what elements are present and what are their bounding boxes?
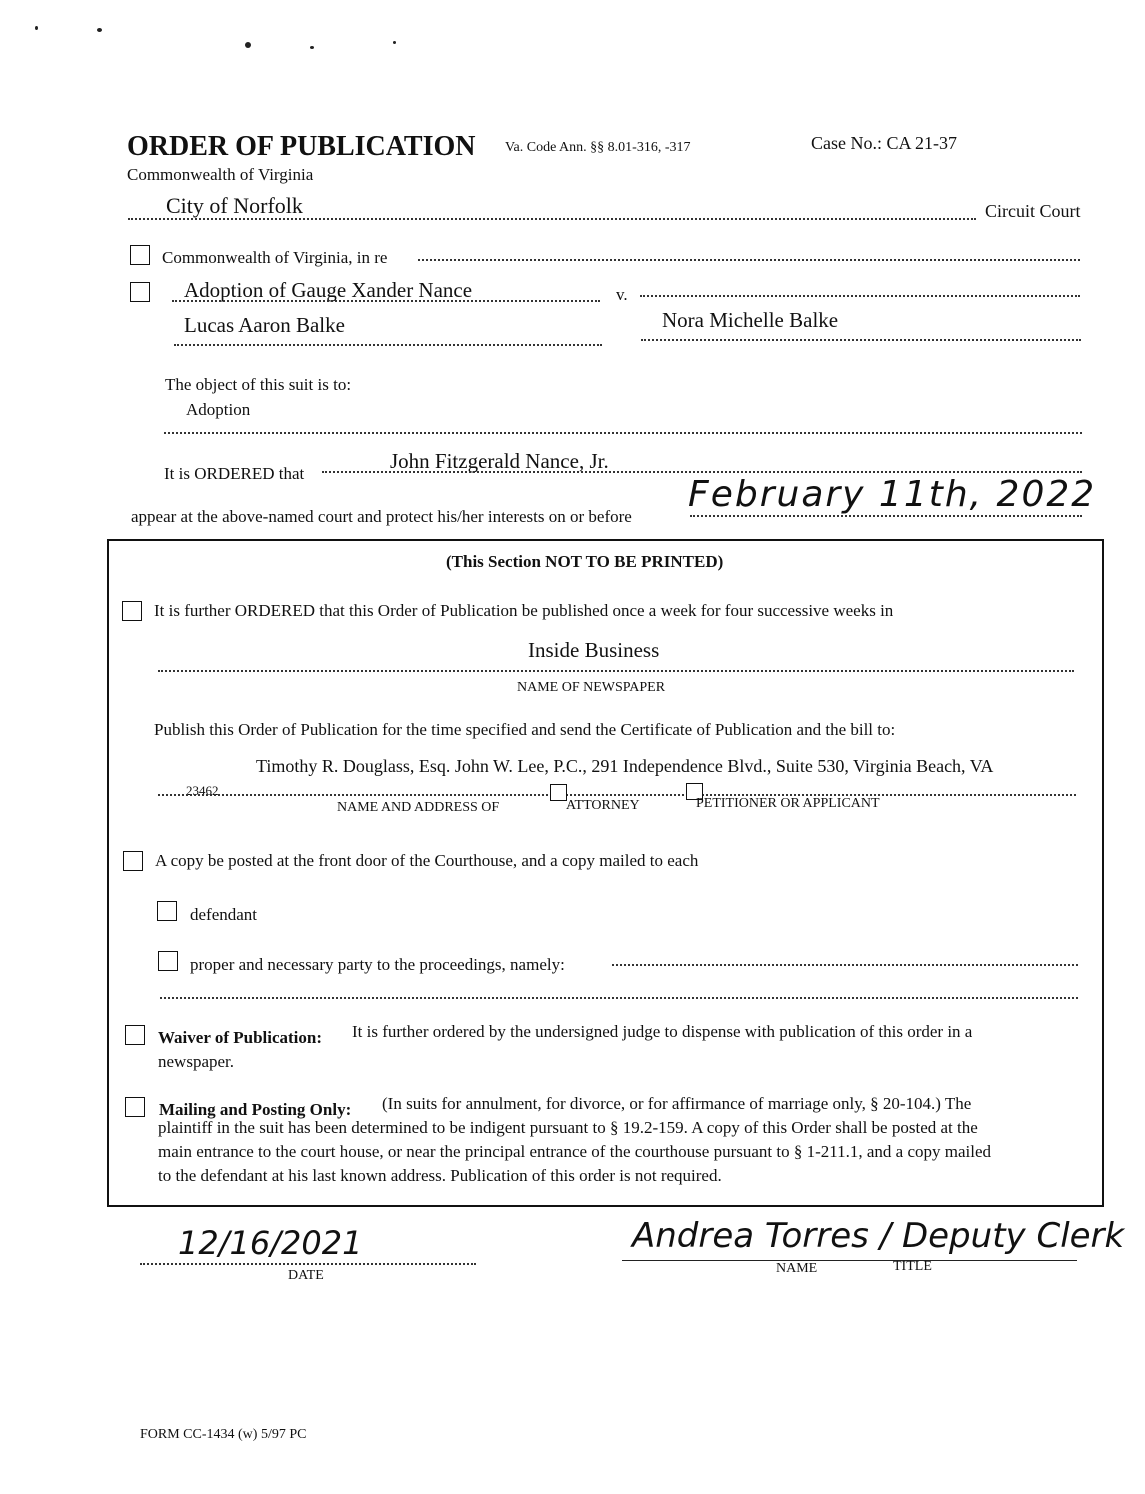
publish-text: It is further ORDERED that this Order of Publication be published once a week for four successive weeks in [154, 601, 894, 620]
case-style-line [172, 300, 600, 302]
address-line-dots [158, 794, 1076, 796]
title-caption: TITLE [893, 1259, 932, 1274]
party-checkbox[interactable] [158, 951, 178, 971]
mailing-line-4: to the defendant at his last known address. Publication of this order is not required. [158, 1166, 722, 1185]
date-caption: DATE [288, 1268, 324, 1283]
defendant-checkbox[interactable] [157, 901, 177, 921]
posted-checkbox[interactable] [123, 851, 143, 871]
defendant-line [641, 339, 1081, 341]
signature-handwritten: Andrea Torres / Deputy Clerk [632, 1216, 1125, 1256]
scan-speck [310, 46, 314, 49]
plaintiff-line [174, 344, 602, 346]
code-reference: Va. Code Ann. §§ 8.01-316, -317 [505, 140, 691, 155]
case-number: Case No.: CA 21-37 [811, 133, 957, 153]
posted-text: A copy be posted at the front door of the Courthouse, and a copy mailed to each [155, 851, 699, 870]
party-line-2 [160, 997, 1078, 999]
document-title: ORDER OF PUBLICATION [127, 131, 476, 162]
object-label: The object of this suit is to: [165, 375, 352, 394]
in-re-line [418, 259, 1080, 261]
versus-line [640, 295, 1080, 297]
attorney-label: ATTORNEY [566, 798, 640, 813]
newspaper-caption: NAME OF NEWSPAPER [517, 680, 666, 695]
commonwealth-in-re-label: Commonwealth of Virginia, in re [162, 248, 388, 267]
attorney-checkbox[interactable] [550, 784, 567, 801]
mailing-line-3: main entrance to the court house, or near the principal entrance of the courthouse pursuant to § 1-211.1, and a copy mailed [158, 1142, 992, 1161]
newspaper-line [158, 670, 1074, 672]
court-label: Circuit Court [985, 201, 1081, 221]
date-handwritten: 12/16/2021 [178, 1224, 363, 1262]
style-checkbox[interactable] [130, 282, 150, 302]
defendant-label: defendant [190, 905, 258, 924]
not-printed-heading: (This Section NOT TO BE PRINTED) [446, 552, 724, 571]
mailing-line-1: (In suits for annulment, for divorce, or for affirmance of marriage only, § 20-104.) The [382, 1094, 972, 1113]
object-value: Adoption [186, 400, 251, 419]
city-line [128, 218, 976, 220]
waiver-checkbox[interactable] [125, 1025, 145, 1045]
case-style: Adoption of Gauge Xander Nance [184, 278, 473, 302]
ordered-prefix: It is ORDERED that [164, 464, 305, 483]
form-number: FORM CC-1434 (w) 5/97 PC [140, 1427, 307, 1442]
publish-checkbox[interactable] [122, 601, 142, 621]
scan-speck [245, 42, 251, 48]
appear-text: appear at the above-named court and protect his/her interests on or before [131, 507, 632, 526]
defendant-name: Nora Michelle Balke [662, 308, 839, 332]
deadline-handwritten: February 11th, 2022 [688, 474, 1097, 515]
address-line: Timothy R. Douglass, Esq. John W. Lee, P.C., 291 Independence Blvd., Suite 530, Virginia Beach, VA [256, 756, 994, 776]
signature-line [622, 1260, 1077, 1261]
waiver-text-2: newspaper. [158, 1052, 235, 1071]
scan-speck [97, 28, 102, 32]
party-label: proper and necessary party to the proceedings, namely: [190, 955, 565, 974]
date-line [140, 1263, 476, 1265]
commonwealth-label: Commonwealth of Virginia [127, 165, 314, 184]
city-name: City of Norfolk [166, 193, 303, 218]
ordered-party: John Fitzgerald Nance, Jr. [390, 449, 609, 473]
waiver-heading: Waiver of Publication: [158, 1028, 323, 1047]
address-zip: 23462 [186, 783, 219, 798]
plaintiff-name: Lucas Aaron Balke [184, 313, 345, 337]
party-line [612, 964, 1078, 966]
mailing-checkbox[interactable] [125, 1097, 145, 1117]
petitioner-label: PETITIONER OR APPLICANT [696, 796, 880, 811]
name-caption: NAME [776, 1261, 818, 1276]
mailing-line-2: plaintiff in the suit has been determined to be indigent pursuant to § 19.2-159. A copy of this Order shall be posted at the [158, 1118, 978, 1137]
deadline-line [690, 515, 1082, 517]
newspaper-name: Inside Business [528, 638, 660, 662]
versus-label: v. [616, 285, 628, 304]
ordered-line [322, 471, 1082, 473]
commonwealth-checkbox[interactable] [130, 245, 150, 265]
scan-speck [35, 26, 38, 30]
mailing-heading: Mailing and Posting Only: [159, 1100, 352, 1119]
address-caption: NAME AND ADDRESS OF [337, 800, 500, 815]
scan-speck [393, 41, 396, 44]
send-text: Publish this Order of Publication for the time specified and send the Certificate of Publication and the bill to: [154, 720, 896, 739]
waiver-text: It is further ordered by the undersigned judge to dispense with publication of this order in a [352, 1022, 973, 1041]
object-line [164, 432, 1082, 434]
